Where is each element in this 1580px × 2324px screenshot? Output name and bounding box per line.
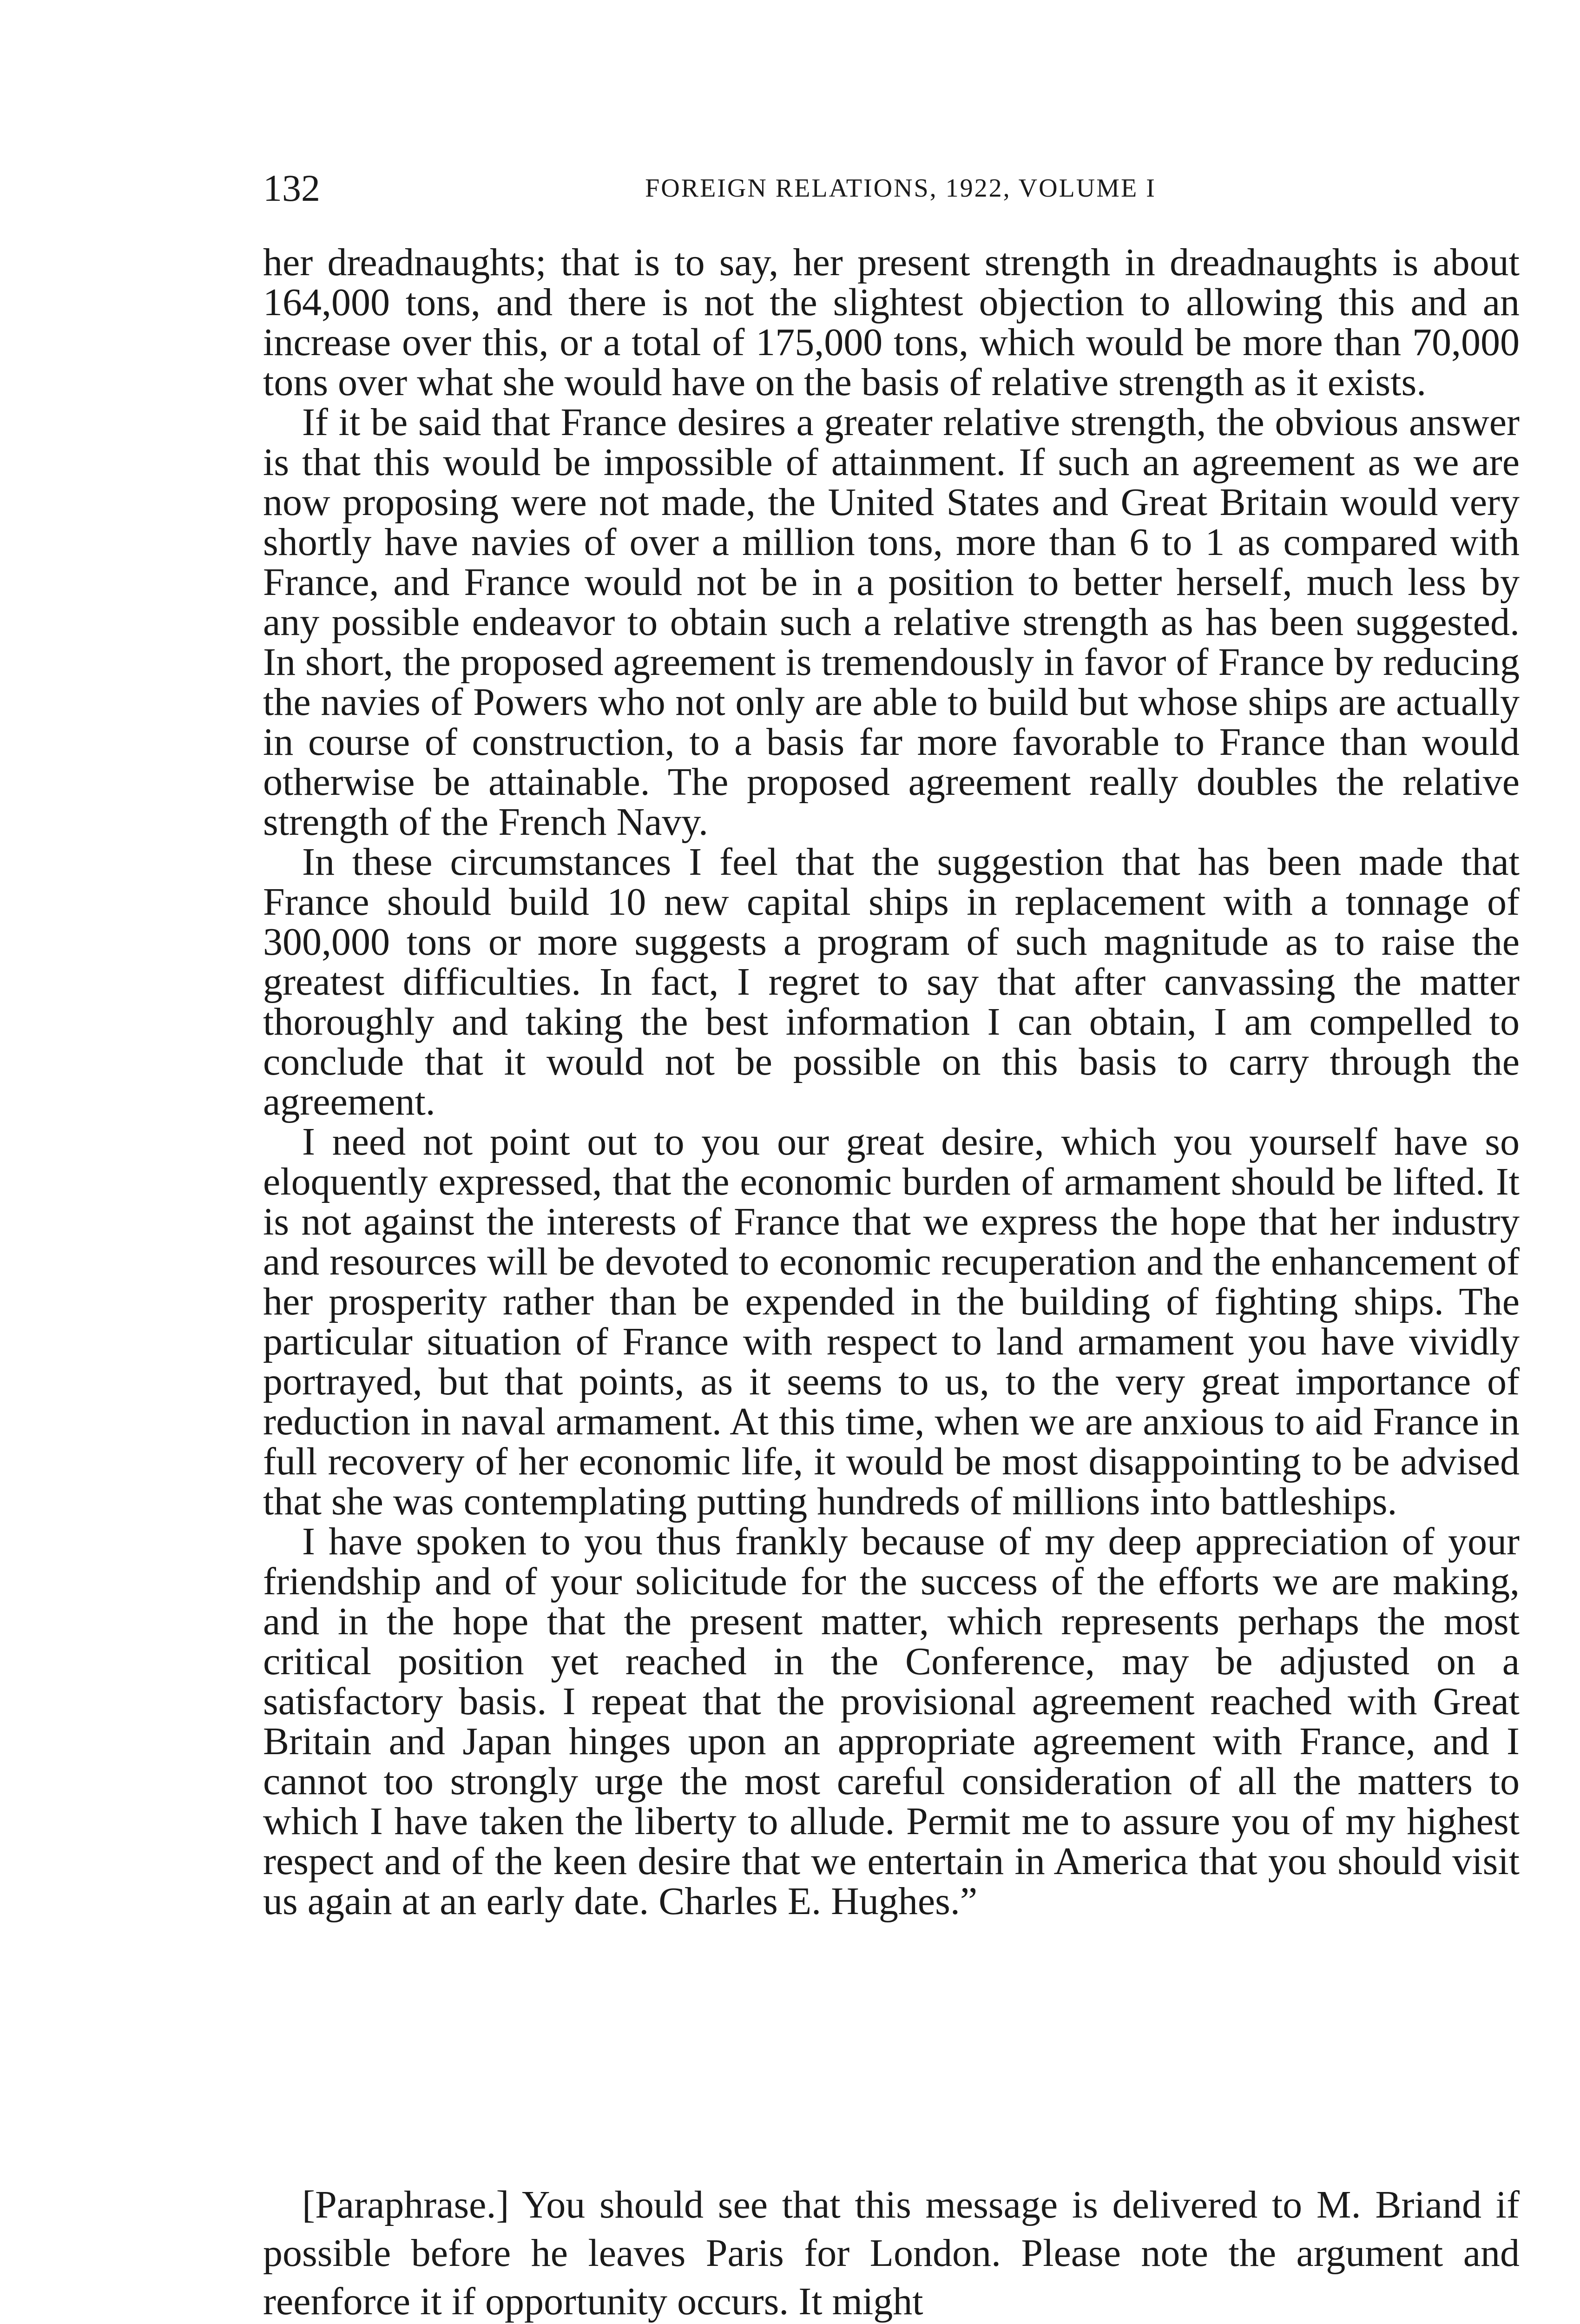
paragraph-4: I need not point out to you our great desire, which you yourself have so eloquently expressed, that the economic burden of armament should be lifted. It is not against the interests of France that we express the hope that her industry and resources will be devoted to economic recuperation and the enhancement of her prosperity rather than be expended in the building of fighting ships. The particular situation of France with respect to land armament you have vividly portrayed, but that points, as it seems to us, to the very great importance of reduction in naval armament. At this time, when we are anxious to aid France in full recovery of her economic life, it would be most disappointing to be advised that she was contemplating putting hundreds of millions into battleships.: [263, 1120, 1520, 1523]
paraphrase-note: [263, 2181, 1520, 2324]
page-number: 132: [263, 167, 320, 209]
running-head: [263, 163, 1520, 214]
paragraph-5: I have spoken to you thus frankly because of my deep appreciation of your friendship and of your solicitude for the success of the efforts we are making, and in the hope that the present matter, which represents perhaps the most critical position yet reached in the Conference, may be adjusted on a satisfactory basis. I repeat that the provisional agreement reached with Great Britain and Japan hinges upon an appropriate agreement with France, and I cannot too strongly urge the most careful consideration of all the matters to which I have taken the liberty to allude. Permit me to assure you of my highest respect and of the keen desire that we entertain in America that you should visit us again at an early date. Charles E. Hughes.”: [263, 1520, 1520, 1923]
paraphrase-paragraph: [Paraphrase.] You should see that this message is delivered to M. Briand if possible before he leaves Paris for London. Please note the argument and reenforce it if opportunity occurs. It might: [263, 2183, 1520, 2323]
paragraph-3: In these circumstances I feel that the suggestion that has been made that France should build 10 new capital ships in replacement with a tonnage of 300,000 tons or more suggests a program of such magnitude as to raise the greatest difficulties. In fact, I regret to say that after canvassing the matter thoroughly and taking the best information I can obtain, I am compelled to conclude that it would not be possible on this basis to carry through the agreement.: [263, 840, 1520, 1123]
paragraph-2: If it be said that France desires a greater relative strength, the obvious answer is that this would be impossible of attainment. If such an agreement as we are now proposing were not made, the United States and Great Britain would very shortly have navies of over a million tons, more than 6 to 1 as compared with France, and France would not be in a position to better herself, much less by any possible endeavor to obtain such a relative strength as has been suggested. In short, the proposed agreement is tremendously in favor of France by reducing the navies of Powers who not only are able to build but whose ships are actually in course of construction, to a basis far more favorable to France than would otherwise be attainable. The proposed agreement really doubles the relative strength of the French Navy.: [263, 401, 1520, 844]
running-head-title: FOREIGN RELATIONS, 1922, VOLUME I: [645, 174, 1156, 203]
letter-body: [263, 243, 1520, 1921]
paragraph-1: her dreadnaughts; that is to say, her present strength in dreadnaughts is about 164,000 tons, and there is not the slightest objection to allowing this and an increase over this, or a total of 175,000 tons, which would be more than 70,000 tons over what she would have on the basis of relative strength as it exists.: [263, 241, 1520, 404]
